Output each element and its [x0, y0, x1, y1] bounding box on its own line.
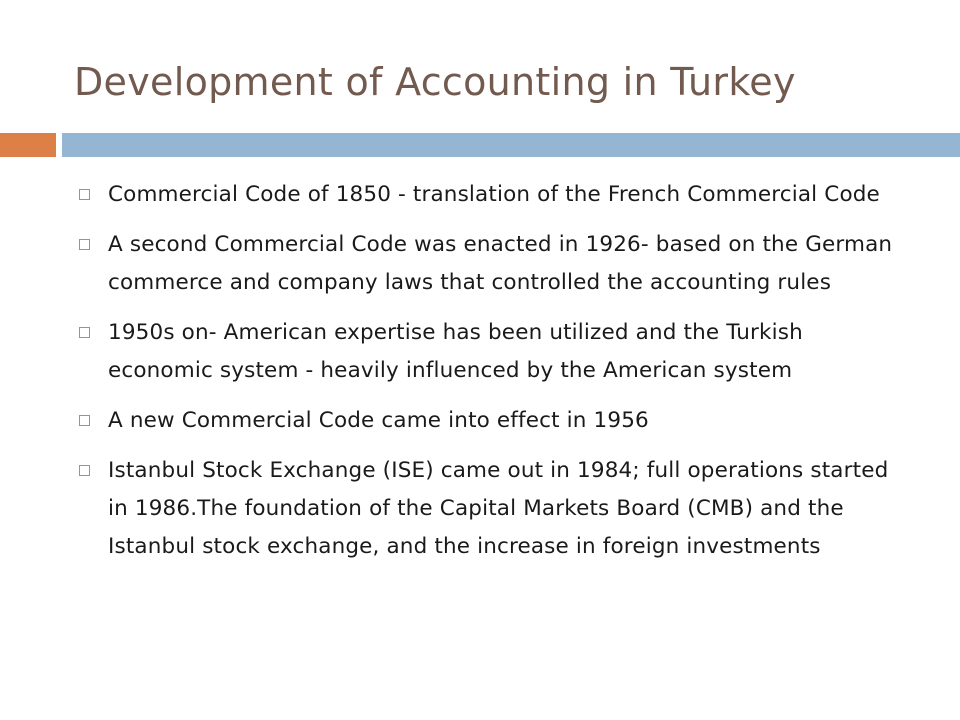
bullet-text: Istanbul Stock Exchange (ISE) came out in 1984; full operations started in 1986.The foundation of the Capital Markets Board (CMB) and the Istanbul stock exchange, and the increase in foreign investments: [108, 458, 889, 559]
title-accent-bar: [0, 133, 56, 157]
hollow-square-icon: [79, 465, 90, 476]
bullet-text: A new Commercial Code came into effect in 1956: [108, 408, 649, 433]
bullet-list: [0, 176, 960, 578]
hollow-square-icon: [79, 327, 90, 338]
bullet-item: [0, 402, 960, 440]
bullet-text: A second Commercial Code was enacted in 1926- based on the German commerce and company laws that controlled the accounting rules: [108, 232, 893, 295]
bullet-item: [0, 314, 960, 390]
hollow-square-icon: [79, 189, 90, 200]
bullet-text: 1950s on- American expertise has been utilized and the Turkish economic system - heavily influenced by the American system: [108, 320, 803, 383]
hollow-square-icon: [79, 239, 90, 250]
hollow-square-icon: [79, 415, 90, 426]
bullet-item: [0, 176, 960, 214]
bullet-item: [0, 226, 960, 302]
bullet-text: Commercial Code of 1850 - translation of the French Commercial Code: [108, 182, 880, 207]
bullet-item: [0, 452, 960, 566]
slide-title: Development of Accounting in Turkey: [74, 60, 796, 104]
title-divider-bar: [62, 133, 960, 157]
